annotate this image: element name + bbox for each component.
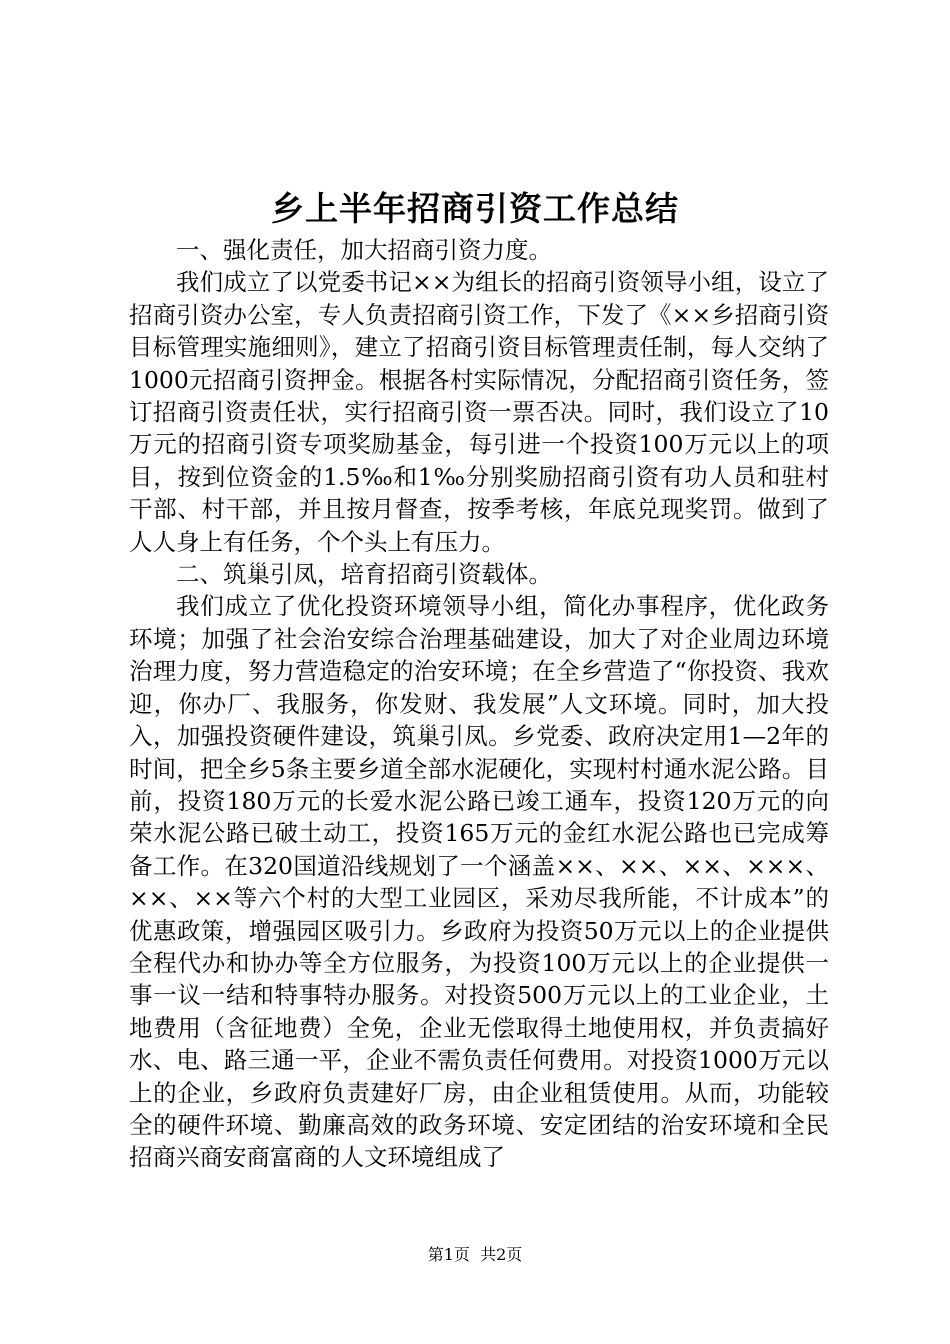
page-number-label: 第1页 共2页: [427, 1245, 523, 1264]
section-heading-2: 二、筑巢引凤，培育招商引资载体。: [176, 560, 552, 589]
document-body: [129, 234, 829, 1174]
section-heading-1: 一、强化责任，加大招商引资力度。: [176, 236, 552, 264]
body-paragraph-2: 我们成立了优化投资环境领导小组，简化办事程序，优化政务环境；加强了社会治安综合治理基础建设，加大了对企业周边环境治理力度，努力营造稳定的治安环境；在全乡营造了“你投资、我欢迎，你办厂、我服务，你发财、我发展”人文环境。同时，加大投入，加强投资硬件建设，筑巢引凤。乡党委、政府决定用1—2年的时间，把全乡5条主要乡道全部水泥硬化，实现村村通水泥公路。目前，投资180万元的长爱水泥公路已竣工通车，投资120万元的向荣水泥公路已破土动工，投资165万元的金红水泥公路也已完成筹备工作。在320国道沿线规划了一个涵盖××、××、××、×××、××、××等六个村的大型工业园区，采劝尽我所能，不计成本”的优惠政策，增强园区吸引力。乡政府为投资50万元以上的企业提供全程代办和协办等全方位服务，为投资100万元以上的企业提供一事一议一结和特事特办服务。对投资500万元以上的工业企业，土地费用（含征地费）全免，企业无偿取得土地使用权，并负责搞好水、电、路三通一平，企业不需负责任何费用。对投资1000万元以上的企业，乡政府负责建好厂房，由企业租赁使用。从而，功能较全的硬件环境、勤廉高效的政务环境、安定团结的治安环境和全民招商兴商安商富商的人文环境组成了: [129, 592, 829, 1172]
document-title: 乡上半年招商引资工作总结: [271, 189, 679, 228]
page-footer: [0, 1244, 950, 1266]
body-paragraph-1: 我们成立了以党委书记××为组长的招商引资领导小组，设立了招商引资办公室，专人负责招商引资工作，下发了《××乡招商引资目标管理实施细则》，建立了招商引资目标管理责任制，每人交纳了1000元招商引资押金。根据各村实际情况，分配招商引资任务，签订招商引资责任状，实行招商引资一票否决。同时，我们设立了10万元的招商引资专项奖励基金，每引进一个投资100万元以上的项目，按到位资金的1.5‰和1‰分别奖励招商引资有功人员和驻村干部、村干部，并且按月督查，按季考核，年底兑现奖罚。做到了人人身上有任务，个个头上有压力。: [129, 268, 829, 556]
